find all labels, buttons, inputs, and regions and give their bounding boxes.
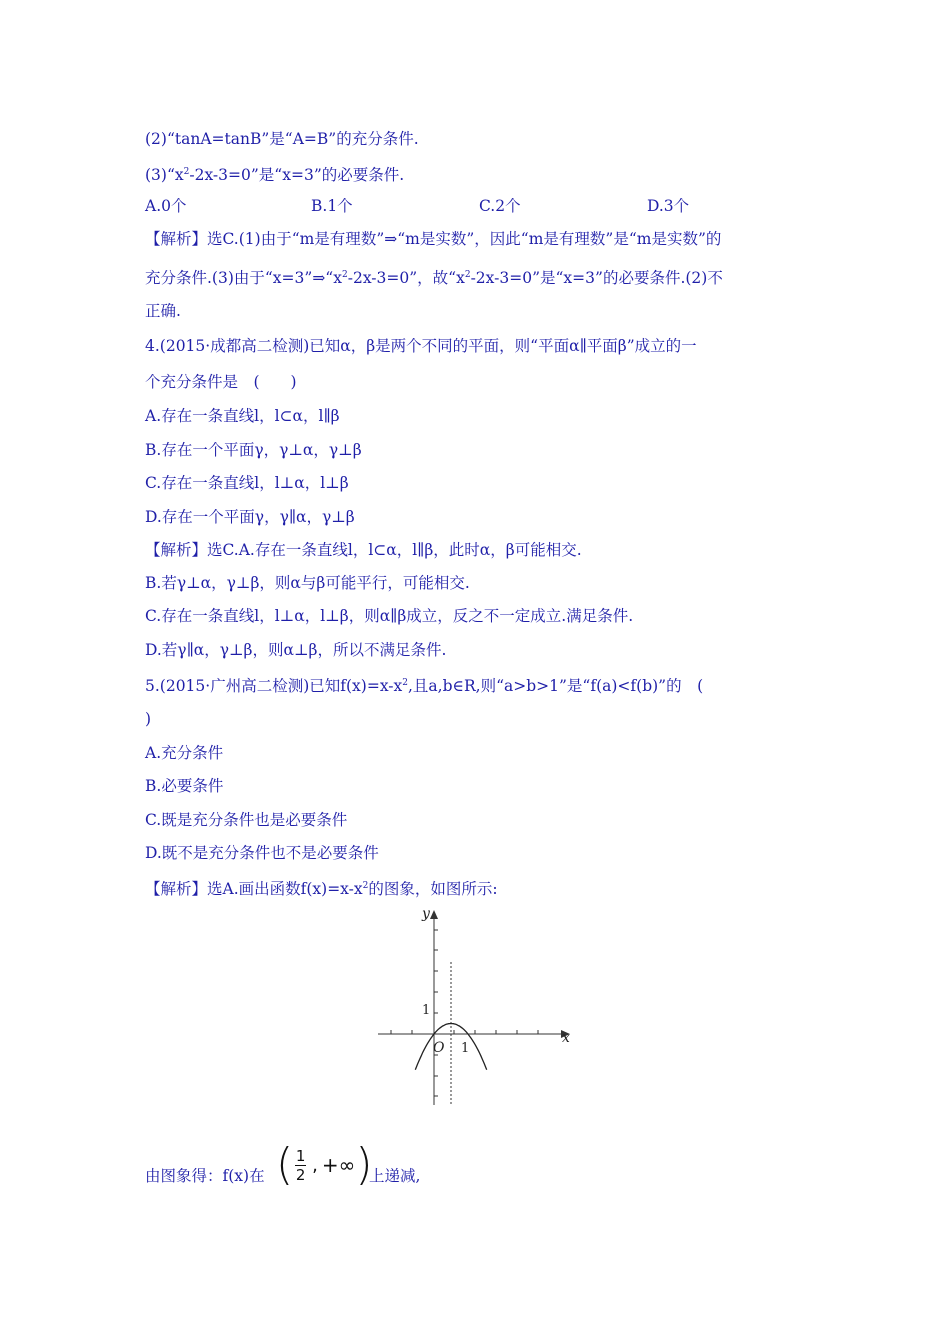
y-tick-label-1: 1	[422, 1003, 431, 1018]
text-line-8: 个充分条件是 ( )	[145, 373, 297, 391]
text-line-21: C.既是充分条件也是必要条件	[145, 811, 348, 829]
origin-label: O	[433, 1040, 445, 1056]
x-axis-label: x	[562, 1030, 570, 1046]
text-line-20: B.必要条件	[145, 777, 224, 795]
text-line-7: 4.(2015·成都高二检测)已知α，β是两个不同的平面，则“平面α∥平面β”成立的一	[145, 337, 697, 355]
text-line-13: 【解析】选C.A.存在一条直线l，l⊂α，l∥β，此时α，β可能相交.	[145, 541, 582, 559]
text-line-10: B.存在一个平面γ，γ⊥α，γ⊥β	[145, 441, 362, 459]
text-line-16: D.若γ∥α，γ⊥β，则α⊥β，所以不满足条件.	[145, 641, 447, 659]
text-line-24-end: 上递减,	[369, 1167, 421, 1185]
choice-b: B.1个	[311, 197, 353, 215]
text-line-12: D.存在一个平面γ，γ∥α，γ⊥β	[145, 508, 355, 526]
choice-d: D.3个	[647, 197, 690, 215]
fraction-denominator: 2	[295, 1165, 306, 1184]
right-paren: )	[355, 1139, 373, 1190]
text-line-14: B.若γ⊥α，γ⊥β，则α与β可能平行，可能相交.	[145, 574, 470, 592]
y-axis-label: y	[422, 906, 430, 922]
text-line-5: 充分条件.(3)由于“$x=3”\Rightarrow“x^2-2x-3=0$”，故“$x^2-2x-3=0$”是“x=3”的必要条件.(2)不	[145, 269, 723, 287]
y-ticks	[434, 930, 438, 1096]
text-line-6: 正确.	[145, 302, 181, 320]
separator: ,	[312, 1154, 318, 1176]
text-line-18: )	[145, 710, 152, 728]
infinity: +∞	[321, 1153, 356, 1177]
interval-expression	[276, 1140, 373, 1190]
text-line-4: 【解析】选C.(1)由于“m是有理数”⇒“m是实数”，因此“m是有理数”是“m是实数”的	[145, 230, 722, 248]
fraction	[295, 1148, 306, 1183]
text-line-17: 5.(2015·广州高二检测)已知$f(x)=x-x^2$,且a,b∈R,则“a>b>1”是“f(a)<f(b)”的 (	[145, 677, 704, 695]
fraction-numerator: 1	[295, 1146, 306, 1165]
text-line-2: $(3)“x^2-2x-3=0$”是“x=3”的必要条件.	[145, 166, 405, 184]
text-line-11: C.存在一条直线l，l⊥α，l⊥β	[145, 474, 349, 492]
function-graph	[370, 900, 580, 1110]
choice-a: A.0个	[145, 197, 187, 215]
choice-c: C.2个	[479, 197, 521, 215]
text-line-24: 由图象得：f(x)在	[145, 1167, 265, 1185]
text-line-1: (2)“tanA=tanB”是“A=B”的充分条件.	[145, 130, 419, 148]
text-line-15: C.存在一条直线l，l⊥α，l⊥β，则α∥β成立，反之不一定成立.满足条件.	[145, 607, 634, 625]
x-tick-label-1: 1	[461, 1041, 470, 1056]
y-axis-arrow	[430, 910, 438, 919]
text-line-22: D.既不是充分条件也不是必要条件	[145, 844, 379, 862]
text-line-9: A.存在一条直线l，l⊂α，l∥β	[145, 407, 340, 425]
text-line-19: A.充分条件	[145, 744, 224, 762]
text-line-23: 【解析】选A.画出函数$f(x)=x-x^2$的图象，如图所示:	[145, 880, 498, 898]
left-paren: (	[276, 1139, 294, 1190]
